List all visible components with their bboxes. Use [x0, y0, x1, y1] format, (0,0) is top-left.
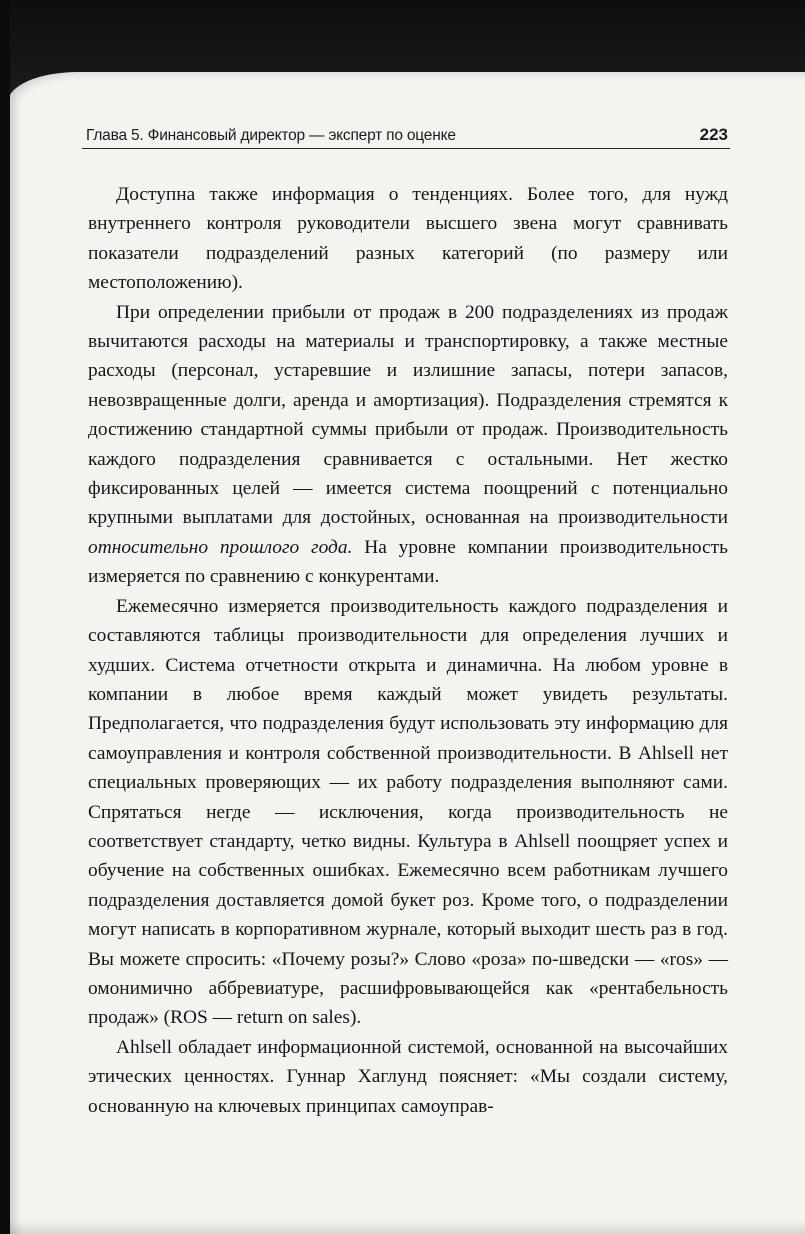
paragraph-1-text: Доступна также информация о тенденциях. Более того, для нужд внутреннего контроля руководители высшего звена могут сравнивать показатели подразделений разных категорий (по размеру или местоположению).: [88, 184, 728, 294]
paragraph-2-italic: относительно прошлого года.: [88, 536, 353, 558]
chapter-title: Глава 5. Финансовый директор — эксперт по оценке: [86, 127, 456, 144]
page-number: 223: [699, 125, 728, 144]
running-header: [82, 122, 730, 149]
paragraph-3: [88, 592, 728, 1033]
scan-bottom-shadow: [0, 1220, 805, 1234]
paragraph-4: [88, 1033, 728, 1121]
paragraph-4-text: Ahlsell обладает информационной системой, основанной на высочайших этических ценностях. Гуннар Хаглунд поясняет: «Мы создали систему, основанную на ключевых принципах самоуправ-: [88, 1036, 728, 1117]
paragraph-3-text: Ежемесячно измеряется производительность каждого подразделения и составляются таблицы производительности для определения лучших и худших. Система отчетности открыта и динамична. На любом уровне в компании в любое время каждый может увидеть результаты. Предполагается, что подразделения будут использовать эту информацию для самоуправления и контроля собственной производительности. В Ahlsell нет специальных проверяющих — их работу подразделения выполняют сами. Спрятаться негде — исключения, когда производительность не соответствует стандарту, четко видны. Культура в Ahlsell поощряет успех и обучение на собственных ошибках. Ежемесячно всем работникам лучшего подразделения доставляется домой букет роз. Кроме того, о подразделении могут написать в корпоративном журнале, который выходит шесть раз в год. Вы можете спросить: «Почему розы?» Слово «роза» по-шведски — «ros» — омонимично аббревиатуре, расшифровывающейся как «рентабельность продаж» (ROS — return on sales).: [88, 595, 728, 1029]
paragraph-1: [88, 180, 728, 298]
body-text: [88, 180, 728, 1121]
paragraph-2: [88, 298, 728, 592]
paragraph-2-text-end: На уровне компании производительность измеряется по сравнению с конкурентами.: [88, 536, 728, 588]
paragraph-2-text: При определении прибыли от продаж в 200 подразделениях из продаж вычитаются расходы на материалы и транспортировку, а также местные расходы (персонал, устаревшие и излишние запасы, потери запасов, невозвращенные долги, аренда и амортизация). Подразделения стремятся к достижению стандартной суммы прибыли от продаж. Производительность каждого подразделения сравнивается с остальными. Нет жестко фиксированных целей — имеется система поощрений с потенциально крупными выплатами для достойных, основанная на производительности: [88, 301, 728, 529]
book-spine-edge: [0, 0, 10, 1234]
